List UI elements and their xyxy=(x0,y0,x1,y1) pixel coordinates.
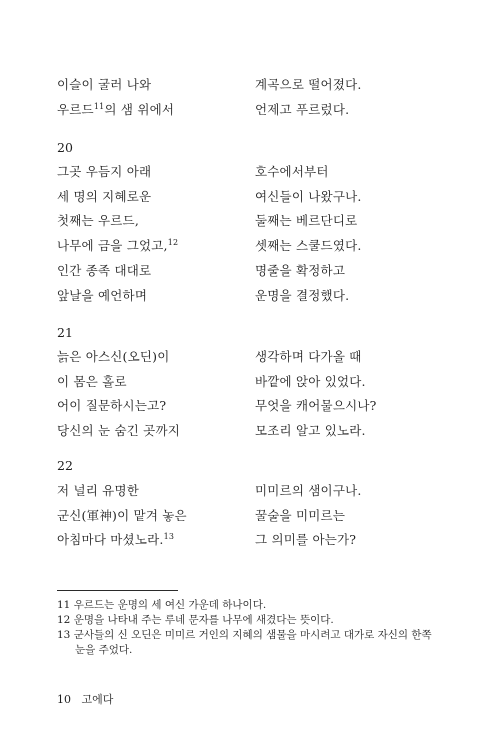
running-title: 고에다 xyxy=(81,693,114,706)
verse-line-right: 명줄을 확정하고 xyxy=(255,263,346,278)
stanza-number: 22 xyxy=(57,458,73,473)
stanza-number: 20 xyxy=(57,140,73,155)
verse-line-left: 저 널리 유명한 xyxy=(57,483,139,498)
footnote-number: 13 xyxy=(57,629,71,641)
verse-line-right: 바깥에 앉아 있었다. xyxy=(255,374,366,389)
verse-text: 의 샘 위에서 xyxy=(104,102,175,117)
footnote-ref: 12 xyxy=(167,238,179,247)
stanza-number: 21 xyxy=(57,325,73,340)
verse-line-left: 인간 종족 대대로 xyxy=(57,263,152,278)
verse-text: 아침마다 마셨노라. xyxy=(57,532,164,547)
verse-line-left: 이슬이 굴러 나와 xyxy=(57,77,152,92)
verse-line-right: 호수에서부터 xyxy=(255,164,329,179)
page-number: 10 xyxy=(57,693,71,706)
footnote xyxy=(57,613,447,628)
footnote-divider xyxy=(57,590,178,591)
verse-line-right: 생각하며 다가올 때 xyxy=(255,349,362,364)
verse-line-left: 어이 질문하시는고? xyxy=(57,398,167,413)
footnote-ref: 13 xyxy=(163,532,175,541)
verse-text: 우르드 xyxy=(57,102,94,117)
verse-line-right: 언제고 푸르렀다. xyxy=(255,102,350,117)
verse-line-right: 셋째는 스쿨드였다. xyxy=(255,238,362,253)
verse-line-left xyxy=(57,532,174,548)
verse-line-right: 그 의미를 아는가? xyxy=(255,532,357,547)
verse-line-left: 당신의 눈 숨긴 곳까지 xyxy=(57,423,180,438)
page-folio xyxy=(57,692,113,707)
footnote-number: 12 xyxy=(57,614,71,626)
footnote-text: 군사들의 신 오딘은 미미르 거인의 지혜의 샘물을 마시려고 대가로 자신의 한쪽 xyxy=(73,629,432,641)
verse-line-left: 첫째는 우르드, xyxy=(57,213,139,228)
footnote-ref: 11 xyxy=(93,102,105,111)
verse-line-left: 세 명의 지혜로운 xyxy=(57,189,152,204)
verse-line-left: 군신(軍神)이 맡겨 놓은 xyxy=(57,508,187,523)
verse-line-left xyxy=(57,238,178,254)
footnote-continuation: 눈을 주었다. xyxy=(75,644,133,656)
verse-line-left: 늙은 아스신(오딘)이 xyxy=(57,349,170,364)
verse-line-left: 그곳 우듬지 아래 xyxy=(57,164,152,179)
footnote xyxy=(57,598,447,613)
verse-line-right: 무엇을 캐어물으시나? xyxy=(255,398,377,413)
verse-line-right: 둘째는 베르단디로 xyxy=(255,213,358,228)
verse-line-right: 여신들이 나왔구나. xyxy=(255,189,362,204)
verse-line-right: 계곡으로 떨어졌다. xyxy=(255,77,362,92)
verse-line-right: 꿀술을 미미르는 xyxy=(255,508,346,523)
verse-line-left xyxy=(57,102,174,118)
verse-text: 나무에 금을 그었고, xyxy=(57,238,168,253)
verse-line-left: 이 몸은 홀로 xyxy=(57,374,127,389)
footnote-text: 운명을 나타내 주는 루네 문자를 나무에 새겼다는 뜻이다. xyxy=(73,614,334,626)
footnote xyxy=(57,628,447,643)
footnote-text: 우르드는 운명의 세 여신 가운데 하나이다. xyxy=(73,599,267,611)
verse-line-right: 미미르의 샘이구나. xyxy=(255,483,362,498)
verse-line-right: 운명을 결정했다. xyxy=(255,288,350,303)
verse-line-right: 모조리 알고 있노라. xyxy=(255,423,366,438)
verse-line-left: 앞날을 예언하며 xyxy=(57,288,148,303)
footnote-number: 11 xyxy=(57,599,71,611)
